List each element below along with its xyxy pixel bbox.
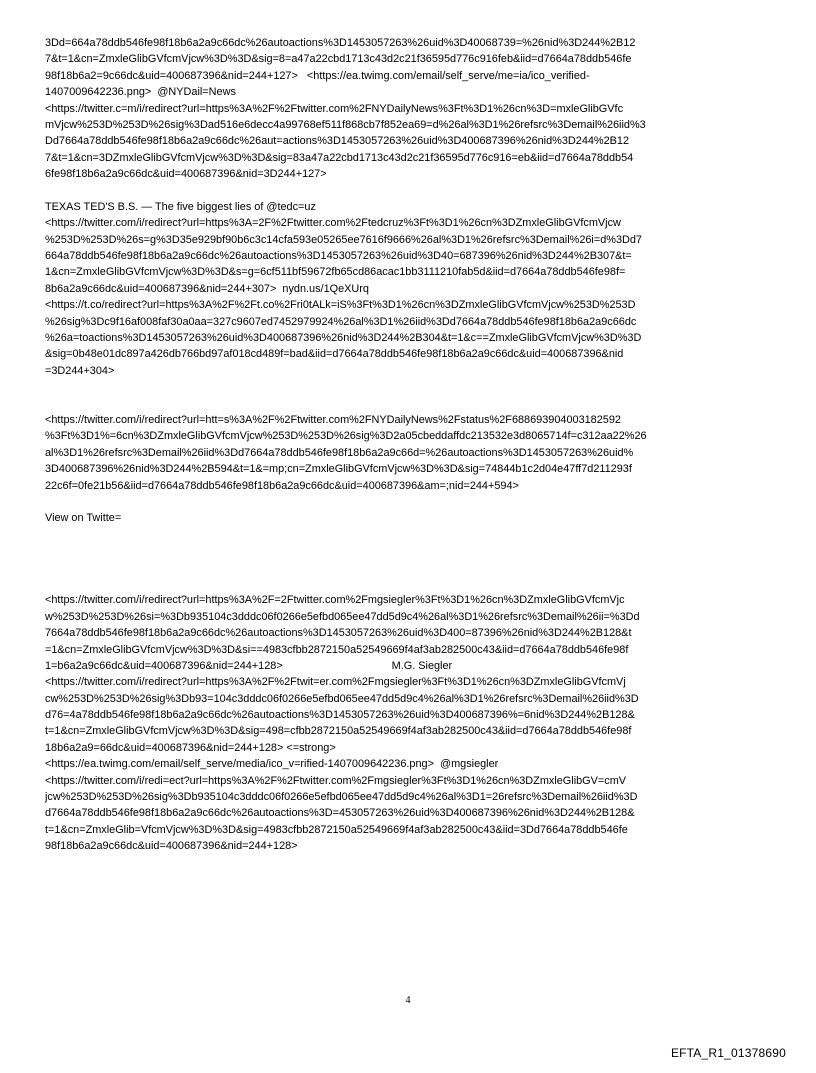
text-line: <https://twitter.com/i/redirect?url=https%3A=2F%2Ftwitter.com%2Ftedcruz%3Ft%3D1%26cn%3DZmxleGlibGVfcmVjcw <box>45 217 621 230</box>
text-line: 98f18b6a2a9c66dc&uid=400687396&nid=244+128> <box>45 840 298 853</box>
text-block-view-on-twitter <box>45 510 781 526</box>
paragraph-gap <box>45 494 781 510</box>
text-line: 1&cn=ZmxleGlibGVfcmVjcw%3D%3D&s=g=6cf511bf59672fb65cd86acac1bb3111210fab5d&iid=d7664a78ddb546fe98f= <box>45 266 626 279</box>
text-line: <https://twitter.com/i/redirect?url=https%3A%2F%2Ftwit=er.com%2Fmgsiegler%3Ft%3D1%26cn%3DZmxleGlibGVfcmVj <box>45 676 626 689</box>
text-line: 7664a78ddb546fe98f18b6a2a9c66dc%26autoactions%3D1453057263%26uid%3D400=87396%26nid%3D244%2B128&t <box>45 627 632 640</box>
text-line: 3D400687396%26nid%3D244%2B594&t=1&=mp;cn=ZmxleGlibGVfcmVjcw%3D%3D&sig=74844b1c2d04e47ff7d211293f <box>45 463 632 476</box>
text-line: TEXAS TED'S B.S. — The five biggest lies of @tedc=uz <box>45 200 316 213</box>
text-line: t=1&cn=ZmxleGlibGVfcmVjcw%3D%3D&sig=498=cfbb2872150a52549669f4af3ab282500c43&iid=d7664a78ddb546fe98f <box>45 725 632 738</box>
email-body <box>45 35 781 855</box>
text-line: %26sig%3Dc9f16af008faf30a0aa=327c9607ed7452979924%26al%3D1%26iid%3Dd7664a78ddb546fe98f18b6a2a9c66dc <box>45 315 637 328</box>
text-line: 3Dd=664a78ddb546fe98f18b6a2a9c66dc%26autoactions%3D1453057263%26uid%3D40068739=%26nid%3D244%2B12 <box>45 37 636 49</box>
text-line: cw%253D%253D%26sig%3Db93=104c3dddc06f0266e5efbd065ee47dd5d9c4%26al%3D1%26refsrc%3Demail%26iid%3D <box>45 692 639 705</box>
text-line: &sig=0b48e01dc897a426db766bd97af018cd489f=bad&iid=d7664a78ddb546fe98f18b6a2a9c66dc&uid=400687396&nid <box>45 348 624 361</box>
paragraph-gap <box>45 379 781 412</box>
text-line: <https://twitter.com/i/redirect?url=https%3A%2F=2Ftwitter.com%2Fmgsiegler%3Ft%3D1%26cn%3DZmxleGlibGVfcmVjc <box>45 594 625 607</box>
text-line: %26a=toactions%3D1453057263%26uid%3D400687396%26nid%3D244%2B304&t=1&c==ZmxleGlibGVfcmVjcw%3D%3D <box>45 332 642 345</box>
text-block-nydailynews-header <box>45 35 781 183</box>
text-block-texas-ted <box>45 199 781 379</box>
paragraph-gap <box>45 183 781 199</box>
text-line: 6fe98f18b6a2a9c66dc&uid=400687396&nid=3D244+127> <box>45 168 327 181</box>
text-line: View on Twitte= <box>45 512 122 525</box>
text-line: 18b6a2a9=66dc&uid=400687396&nid=244+128> <=strong> <box>45 741 336 754</box>
text-line: %253D%253D%26s=g%3D35e929bf90b6c3c14cfa593e05265ee7616f9666%26al%3D1%26refsrc%3Demail%26i=d%3Dd7 <box>45 233 642 246</box>
text-line: <https://ea.twimg.com/email/self_serve/media/ico_v=rified-1407009642236.png> @mgsiegler <box>45 758 499 771</box>
text-line: w%253D%253D%26si=%3Db935104c3dddc06f0266e5efbd065ee47dd5d9c4%26al%3D1%26refsrc%3Demail%26ii=%3Dd <box>45 610 640 623</box>
text-line: 664a78ddb546fe98f18b6a2a9c66dc%26autoactions%3D1453057263%26uid%3D40=687396%26nid%3D244%2B307&t= <box>45 250 632 263</box>
page-number: 4 <box>405 995 411 1006</box>
text-line: 7&t=1&cn=3DZmxleGlibGVfcmVjcw%3D%3D&sig=83a47a22cbd1713c43d2c21f36595d776c916=eb&iid=d7664a78ddb54 <box>45 151 634 164</box>
text-line: <https://t.co/redirect?url=https%3A%2F%2Ft.co%2Fri0tALk=iS%3Ft%3D1%26cn%3DZmxleGlibGVfcmVjcw%253D%253D <box>45 299 636 312</box>
text-line: <https://twitter.c=m/i/redirect?url=https%3A%2F%2Ftwitter.com%2FNYDailyNews%3Ft%3D1%26cn%3D=mxleGlibGVfc <box>45 102 624 115</box>
paragraph-gap <box>45 527 781 593</box>
text-line: %3Ft%3D1%=6cn%3DZmxleGlibGVfcmVjcw%253D%253D%26sig%3D2a05cbeddaffdc213532e3d8065714f=c312aa22%26 <box>45 430 647 443</box>
text-line: 1=b6a2a9c66dc&uid=400687396&nid=244+128> M.G. Siegler <box>45 659 453 672</box>
text-line: 8b6a2a9c66dc&uid=400687396&nid=244+307> nydn.us/1QeXUrq <box>45 282 369 295</box>
text-line: =1&cn=ZmxleGlibGVfcmVjcw%3D%3D&si==4983cfbb2872150a52549669f4af3ab282500c43&iid=d7664a78ddb546fe98f <box>45 643 629 656</box>
text-line: 98f18b6a2=9c66dc&uid=400687396&nid=244+127> <https://ea.twimg.com/email/self_serve/me=ia/ico_verified- <box>45 69 590 82</box>
text-block-status-link <box>45 412 781 494</box>
text-line: =3D244+304> <box>45 364 115 377</box>
text-line: al%3D1%26refsrc%3Demail%26iid%3Dd7664a78ddb546fe98f18b6a2a9c66d=%26autoactions%3D1453057263%26uid% <box>45 446 634 459</box>
text-line: t=1&cn=ZmxleGlib=VfcmVjcw%3D%3D&sig=4983cfbb2872150a52549669f4af3ab282500c43&iid=3Dd7664a78ddb546fe <box>45 823 628 836</box>
text-line: d7664a78ddb546fe98f18b6a2a9c66dc%26autoactions%3D=453057263%26uid%3D400687396%26nid%3D244%2B128& <box>45 807 635 820</box>
text-line: 7&t=1&cn=ZmxleGlibGVfcmVjcw%3D%3D&sig=8=a47a22cbd1713c43d2c21f36595d776c916feb&iid=d7664a78ddb546fe <box>45 53 632 66</box>
text-line: jcw%253D%253D%26sig%3Db935104c3dddc06f0266e5efbd065ee47dd5d9c4%26al%3D1=26refsrc%3Demail%26iid%3D <box>45 791 638 804</box>
text-block-mgsiegler <box>45 592 781 854</box>
text-line: 1407009642236.png> @NYDail=News <box>45 86 236 99</box>
text-line: <https://twitter.com/i/redi=ect?url=https%3A%2F%2Ftwitter.com%2Fmgsiegler%3Ft%3D1%26cn%3DZmxleGlibGV=cmV <box>45 774 627 787</box>
text-line: <https://twitter.com/i/redirect?url=htt=s%3A%2F%2Ftwitter.com%2FNYDailyNews%2Fstatus%2F688693904003182592 <box>45 414 621 426</box>
text-line: d76=4a78ddb546fe98f18b6a2a9c66dc%26autoactions%3D1453057263%26uid%3D400687396%=6nid%3D244%2B128& <box>45 709 635 722</box>
text-line: mVjcw%253D%253D%26sig%3Dad516e6decc4a99768ef511f868cb7f852ea69=d%26al%3D1%26refsrc%3Demail%26iid%3 <box>45 118 646 131</box>
text-line: 22c6f=0fe21b56&iid=d7664a78ddb546fe98f18b6a2a9c66dc&uid=400687396&am=;nid=244+594> <box>45 479 519 492</box>
text-line: Dd7664a78ddb546fe98f18b6a2a9c66dc%26aut=actions%3D1453057263%26uid%3D400687396%26nid%3D244%2B12 <box>45 135 630 148</box>
document-id: EFTA_R1_01378690 <box>670 1046 786 1060</box>
